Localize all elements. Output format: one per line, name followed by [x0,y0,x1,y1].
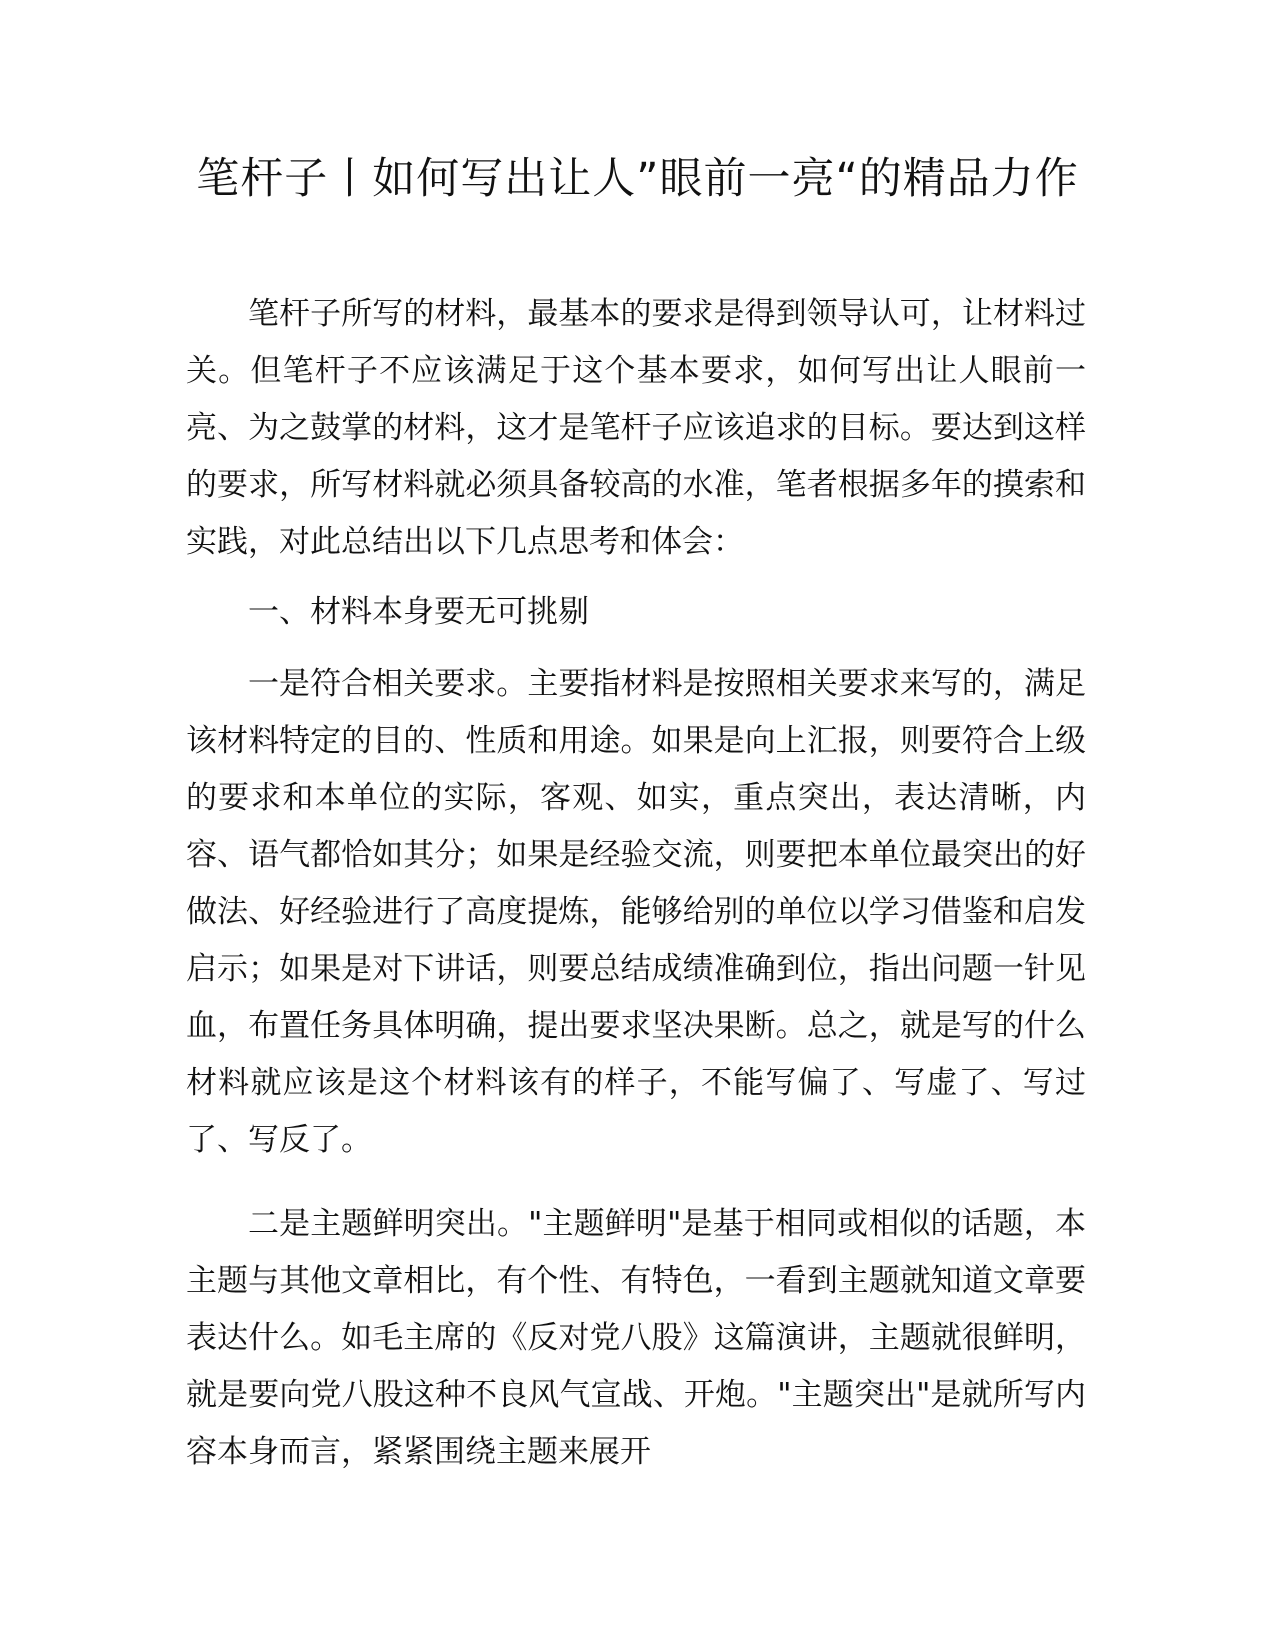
intro-paragraph: 笔杆子所写的材料，最基本的要求是得到领导认可，让材料过关。但笔杆子不应该满足于这个基本要求，如何写出让人眼前一亮、为之鼓掌的材料，这才是笔杆子应该追求的目标。要达到这样的要求，所写材料就必须具备较高的水准，笔者根据多年的摸索和实践，对此总结出以下几点思考和体会： [186,296,1086,560]
point-one-paragraph: 一是符合相关要求。主要指材料是按照相关要求来写的，满足该材料特定的目的、性质和用途。如果是向上汇报，则要符合上级的要求和本单位的实际，客观、如实，重点突出，表达清晰，内容、语气都恰如其分；如果是经验交流，则要把本单位最突出的好做法、好经验进行了高度提炼，能够给别的单位以学习借鉴和启发启示；如果是对下讲话，则要总结成绩准确到位，指出问题一针见血，布置任务具体明确，提出要求坚决果断。总之，就是写的什么材料就应该是这个材料该有的样子，不能写偏了、写虚了、写过了、写反了。 [186,666,1086,1158]
document-title: 笔杆子丨如何写出让人”眼前一亮“的精品力作 [196,154,1079,204]
point-two-paragraph: 二是主题鲜明突出。"主题鲜明"是基于相同或相似的话题，本主题与其他文章相比，有个性、有特色，一看到主题就知道文章要表达什么。如毛主席的《反对党八股》这篇演讲，主题就很鲜明，就是要向党八股这种不良风气宣战、开炮。"主题突出"是就所写内容本身而言，紧紧围绕主题来展开 [186,1206,1086,1470]
section-heading: 一、材料本身要无可挑剔 [248,594,589,630]
